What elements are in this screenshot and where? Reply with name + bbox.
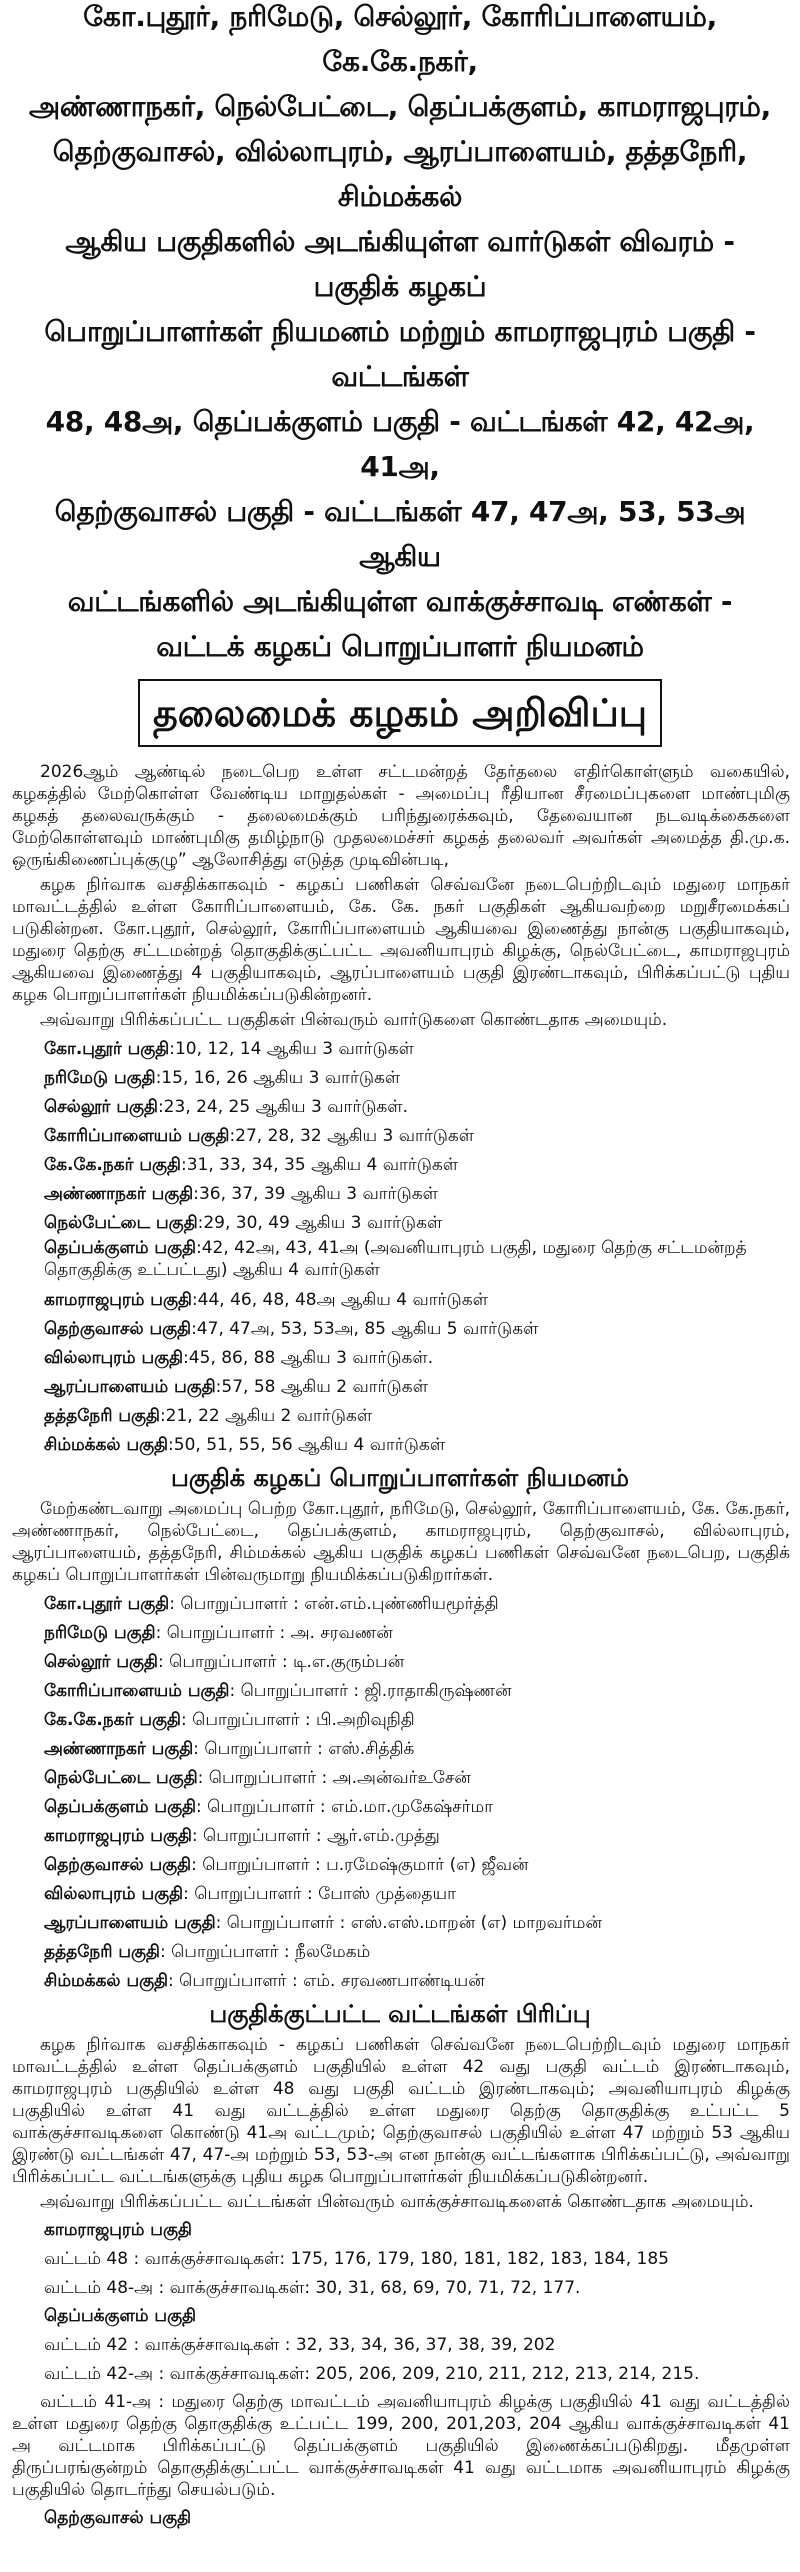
officer-detail: : பொறுப்பாளர் : என்.எம்.புண்ணியமூர்த்தி — [169, 1593, 499, 1614]
ward-detail: :31, 33, 34, 35 ஆகிய 4 வார்டுகள் — [180, 1154, 459, 1175]
officer-item — [44, 1647, 800, 1676]
officer-area-name: கோ.புதூர் பகுதி — [44, 1593, 170, 1614]
ward-item — [44, 1034, 800, 1063]
notice-title-box — [138, 679, 662, 747]
ward-detail: :57, 58 ஆகிய 2 வார்டுகள் — [215, 1376, 428, 1397]
officer-area-name: தெப்பக்குளம் பகுதி — [44, 1796, 197, 1817]
ward-detail: :15, 16, 26 ஆகிய 3 வார்டுகள் — [155, 1067, 401, 1088]
ward-item — [44, 1343, 800, 1372]
officer-area-name: காமராஜபுரம் பகுதி — [44, 1825, 192, 1846]
ward-split-paragraph: கழக நிர்வாக வசதிக்காகவும் - கழகப் பணிகள் செவ்வனே நடைபெற்றிடவும் மதுரை மாநகர் மாவட்டத்தில் உள்ள தெப்பக்குளம் பகுதியில் உள்ள 42 வது பகுதி வட்டம் இரண்டாகவும், காமராஜபுரம் பகுதியில் உள்ள 48 வது பகுதி வட்டம் இரண்டாகவும்; அவனியாபுரம் கிழக்கு பகுதியில் உள்ள 41 வது வட்டத்தில் உள்ள மதுரை தெற்கு தொகுதிக்கு உட்பட்ட 5 வாக்குச்சாவடிகளை கொண்டு 41அ வட்டமும்; தெற்குவாசல் பகுதியில் உள்ள 47 மற்றும் 53 ஆகிய இரண்டு வட்டங்கள் 47, 47-அ மற்றும் 53, 53-அ என நான்கு வட்டங்களாக பிரிக்கப்பட்டு, அவ்வாறு பிரிக்கப்பட்ட வட்டங்களுக்கு புதிய கழக பொறுப்பாளர்கள் நியமிக்கப்படுகின்றனர். — [12, 2035, 790, 2187]
officer-list — [0, 1589, 800, 1995]
officer-area-name: கோரிப்பாளையம் பகுதி — [44, 1680, 230, 1701]
officer-detail: : பொறுப்பாளர் : போஸ் முத்தையா — [183, 1883, 456, 1904]
officer-area-name: ஆரப்பாளையம் பகுதி — [44, 1912, 216, 1933]
section-title-ward-split: பகுதிக்குட்பட்ட வட்டங்கள் பிரிப்பு — [209, 2000, 591, 2028]
ward-item — [44, 1121, 800, 1150]
ward-area-name: ஆரப்பாளையம் பகுதி — [44, 1376, 216, 1397]
ward-area-name: கோ.புதூர் பகுதி — [44, 1038, 170, 1059]
theppakulam-heading: தெப்பக்குளம் பகுதி — [44, 2306, 197, 2326]
officer-item — [44, 1821, 800, 1850]
booth-row: வட்டம் 42 : வாக்குச்சாவடிகள் : 32, 33, 34, 36, 37, 38, 39, 202 — [44, 2334, 556, 2355]
ward-item — [44, 1430, 800, 1459]
ward-detail: :10, 12, 14 ஆகிய 3 வார்டுகள் — [169, 1038, 414, 1059]
officer-detail: : பொறுப்பாளர் : ஜி.ராதாகிருஷ்ணன் — [229, 1680, 512, 1701]
kamarajapuram-heading: காமராஜபுரம் பகுதி — [44, 2220, 192, 2240]
ward-detail: :47, 47அ, 53, 53அ, 85 ஆகிய 5 வார்டுகள் — [191, 1318, 539, 1339]
ward-detail: :21, 22 ஆகிய 2 வார்டுகள் — [159, 1405, 373, 1426]
officer-item — [44, 1589, 800, 1618]
officer-item — [44, 1879, 800, 1908]
ward-item — [44, 1285, 800, 1314]
officer-detail: : பொறுப்பாளர் : அ. சரவணன் — [155, 1622, 393, 1643]
ward-detail: :36, 37, 39 ஆகிய 3 வார்டுகள் — [193, 1183, 438, 1204]
officer-item — [44, 1908, 800, 1937]
ward-area-name: சிம்மக்கல் பகுதி — [44, 1434, 169, 1455]
ward-area-name: தத்தநேரி பகுதி — [44, 1405, 160, 1426]
ward-area-name: நெல்பேட்டை பகுதி — [44, 1212, 198, 1233]
ward-item — [44, 1179, 800, 1208]
officers-paragraph: மேற்கண்டவாறு அமைப்பு பெற்ற கோ.புதூர், நரிமேடு, செல்லூர், கோரிப்பாளையம், கே. கே.நகர், அண்ணாநகர், நெல்பேட்டை, தெப்பக்குளம், காமராஜபுரம், தெற்குவாசல், வில்லாபுரம், ஆரப்பாளையம், தத்தநேரி, சிம்மக்கல் ஆகிய பகுதிக் கழகப் பணிகள் செவ்வனே நடைபெற, பகுதிக் கழகப் பொறுப்பாளர்கள் பின்வருமாறு நியமிக்கப்படுகிறார்கள். — [12, 1499, 790, 1585]
officer-detail: : பொறுப்பாளர் : எம். சரவணபாண்டியன் — [168, 1970, 485, 1991]
officer-item — [44, 1618, 800, 1647]
ward-detail: :23, 24, 25 ஆகிய 3 வார்டுகள். — [157, 1096, 409, 1117]
ward-split-paragraph: அவ்வாறு பிரிக்கப்பட்ட வட்டங்கள் பின்வரும் வாக்குச்சாவடிகளைக் கொண்டதாக அமையும். — [40, 2192, 754, 2212]
ward-area-name: கோரிப்பாளையம் பகுதி — [44, 1125, 230, 1146]
headline-line: பொறுப்பாளர்கள் நியமனம் மற்றும் காமராஜபுரம் பகுதி - வட்டங்கள் — [44, 315, 756, 393]
ward-area-name: செல்லூர் பகுதி — [44, 1096, 158, 1117]
officer-item — [44, 1734, 800, 1763]
headline-line: 48, 48அ, தெப்பக்குளம் பகுதி - வட்டங்கள் 42, 42அ, 41அ, — [45, 405, 755, 483]
booth-row: வட்டம் 42-அ : வாக்குச்சாவடிகள்: 205, 206, 209, 210, 211, 212, 213, 214, 215. — [44, 2363, 700, 2384]
officer-item — [44, 1850, 800, 1879]
headline-line: ஆகிய பகுதிகளில் அடங்கியுள்ள வார்டுகள் விவரம் - பகுதிக் கழகப் — [65, 225, 735, 303]
headline-line: அண்ணாநகர், நெல்பேட்டை, தெப்பக்குளம், காமராஜபுரம், — [29, 90, 771, 123]
ward-area-name: தெற்குவாசல் பகுதி — [44, 1318, 192, 1339]
ward-item — [44, 1372, 800, 1401]
ward-detail: :50, 51, 55, 56 ஆகிய 4 வார்டுகள் — [168, 1434, 446, 1455]
ward-list — [0, 1034, 800, 1459]
ward-area-name: கே.கே.நகர் பகுதி — [44, 1154, 181, 1175]
ward-item — [12, 1237, 800, 1285]
officer-item — [44, 1763, 800, 1792]
ward-item — [44, 1150, 800, 1179]
intro-paragraph: அவ்வாறு பிரிக்கப்பட்ட பகுதிகள் பின்வரும் வார்டுகளை கொண்டதாக அமையும். — [40, 1010, 668, 1030]
officer-detail: : பொறுப்பாளர் : எம்.மா.முகேஷ்சர்மா — [196, 1796, 494, 1817]
headline-line: வட்டங்களில் அடங்கியுள்ள வாக்குச்சாவடி எண்கள் - — [67, 585, 733, 618]
officer-area-name: கே.கே.நகர் பகுதி — [44, 1709, 181, 1730]
officer-area-name: நரிமேடு பகுதி — [44, 1622, 156, 1643]
headline-line: கோ.புதூர், நரிமேடு, செல்லூர், கோரிப்பாளையம், கே.கே.நகர், — [83, 0, 717, 78]
ward-detail: :42, 42அ, 43, 41அ (அவனியாபுரம் பகுதி, மதுரை தெற்கு சட்டமன்றத் தொகுதிக்கு உட்பட்டது) ஆகிய 4 வார்டுகள் — [44, 1238, 747, 1280]
ward-item — [44, 1314, 800, 1343]
officer-item — [44, 1705, 800, 1734]
ward-detail: :45, 86, 88 ஆகிய 3 வார்டுகள். — [183, 1347, 434, 1368]
ward-41a-paragraph: வட்டம் 41-அ : மதுரை தெற்கு மாவட்டம் அவனியாபுரம் கிழக்கு பகுதியில் 41 வது வட்டத்தில் உள்ள மதுரை தெற்கு தொகுதிக்கு உட்பட்ட 199, 200, 201,203, 204 ஆகிய வாக்குச்சாவடிகள் 41 அ வட்டமாக பிரிக்கப்பட்டு தெப்பக்குளம் பகுதியில் இணைக்கப்படுகிறது. மீதமுள்ள திருப்பரங்குன்றம் தொகுதிக்குட்பட்ட வாக்குச்சாவடிகள் 41 வது வட்டமாக அவனியாபுரம் கிழக்கு பகுதியில் தொடர்ந்து செயல்படும். — [12, 2392, 790, 2500]
notice-title: தலைமைக் கழகம் அறிவிப்பு — [152, 691, 648, 735]
section-title-officers: பகுதிக் கழகப் பொறுப்பாளர்கள் நியமனம் — [171, 1464, 629, 1492]
officer-area-name: தெற்குவாசல் பகுதி — [44, 1854, 192, 1875]
officer-area-name: தத்தநேரி பகுதி — [44, 1941, 160, 1962]
ward-area-name: தெப்பக்குளம் பகுதி — [44, 1238, 197, 1258]
officer-detail: : பொறுப்பாளர் : டி.எ.குரும்பன் — [157, 1651, 405, 1672]
officer-detail: : பொறுப்பாளர் : ஆர்.எம்.முத்து — [191, 1825, 440, 1846]
officer-detail: : பொறுப்பாளர் : எஸ்.எஸ்.மாறன் (எ) மாறவர்மன் — [215, 1912, 602, 1933]
therkuvasal-heading: தெற்குவாசல் பகுதி — [44, 2508, 192, 2528]
officer-area-name: நெல்பேட்டை பகுதி — [44, 1767, 198, 1788]
officer-area-name: செல்லூர் பகுதி — [44, 1651, 158, 1672]
intro-paragraph: 2026ஆம் ஆண்டில் நடைபெற உள்ள சட்டமன்றத் தேர்தலை எதிர்கொள்ளும் வகையில், கழகத்தில் மேற்கொள்ள வேண்டிய மாறுதல்கள் - அமைப்பு ரீதியான சீரமைப்புகளை மாண்புமிகு கழகத் தலைவருக்கும் - தலைமைக்கும் பரிந்துரைக்கவும், தேவையான நடவடிக்கைகளை மேற்கொள்ளவும் மாண்புமிகு தமிழ்நாடு முதலமைச்சர் கழகத் தலைவர் அவர்கள் அமைத்த தி.மு.க. ஒருங்கிணைப்புக்குழு” ஆலோசித்து எடுத்த முடிவின்படி, — [12, 762, 790, 870]
officer-detail: : பொறுப்பாளர் : பி.அறிவுநிதி — [180, 1709, 415, 1730]
headline-line: வட்டக் கழகப் பொறுப்பாளர் நியமனம் — [156, 630, 644, 663]
ward-area-name: வில்லாபுரம் பகுதி — [44, 1347, 184, 1368]
ward-item — [44, 1092, 800, 1121]
ward-area-name: அண்ணாநகர் பகுதி — [44, 1183, 194, 1204]
officer-item — [44, 1792, 800, 1821]
booth-row: வட்டம் 48-அ : வாக்குச்சாவடிகள்: 30, 31, 68, 69, 70, 71, 72, 177. — [44, 2277, 581, 2298]
headline — [0, 0, 800, 669]
ward-item — [44, 1063, 800, 1092]
booth-row: வட்டம் 48 : வாக்குச்சாவடிகள்: 175, 176, 179, 180, 181, 182, 183, 184, 185 — [44, 2248, 669, 2269]
officer-item — [44, 1937, 800, 1966]
ward-detail: :44, 46, 48, 48அ ஆகிய 4 வார்டுகள் — [191, 1289, 488, 1310]
officer-area-name: சிம்மக்கல் பகுதி — [44, 1970, 169, 1991]
officer-detail: : பொறுப்பாளர் : ப.ரமேஷ்குமார் (எ) ஜீவன் — [191, 1854, 529, 1875]
officer-detail: : பொறுப்பாளர் : அ.அன்வர்உசேன் — [197, 1767, 471, 1788]
ward-area-name: காமராஜபுரம் பகுதி — [44, 1289, 192, 1310]
headline-line: தெற்குவாசல் பகுதி - வட்டங்கள் 47, 47அ, 53, 53அ ஆகிய — [54, 495, 746, 573]
officer-area-name: வில்லாபுரம் பகுதி — [44, 1883, 184, 1904]
ward-detail: :27, 28, 32 ஆகிய 3 வார்டுகள் — [229, 1125, 475, 1146]
officer-detail: : பொறுப்பாளர் : எஸ்.சித்திக் — [193, 1738, 415, 1759]
officer-area-name: அண்ணாநகர் பகுதி — [44, 1738, 194, 1759]
headline-line: தெற்குவாசல், வில்லாபுரம், ஆரப்பாளையம், தத்தநேரி, சிம்மக்கல் — [52, 135, 748, 213]
intro-paragraph: கழக நிர்வாக வசதிக்காகவும் - கழகப் பணிகள் செவ்வனே நடைபெற்றிடவும் மதுரை மாநகர் மாவட்டத்தில் உள்ள கோரிப்பாளையம், கே. கே. நகர் பகுதிகள் ஆகியவற்றை மறுசீரமைக்கப் படுகின்றன. கோ.புதூர், செல்லூர், கோரிப்பாளையம் ஆகியவை இணைத்து நான்கு பகுதியாகவும், மதுரை தெற்கு சட்டமன்றத் தொகுதிக்குட்பட்ட அவனியாபுரம் கிழக்கு, நெல்பேட்டை, காமராஜபுரம் ஆகியவை இணைத்து 4 பகுதியாகவும், ஆரப்பாளையம் பகுதி இரண்டாகவும், பிரிக்கப்பட்டு புதிய கழக பொறுப்பாளர்கள் நியமிக்கப்படுகின்றனர். — [12, 875, 790, 1005]
officer-item — [44, 1676, 800, 1705]
ward-item — [44, 1208, 800, 1237]
officer-item — [44, 1966, 800, 1995]
ward-detail: :29, 30, 49 ஆகிய 3 வார்டுகள் — [197, 1212, 443, 1233]
ward-area-name: நரிமேடு பகுதி — [44, 1067, 156, 1088]
ward-item — [44, 1401, 800, 1430]
officer-detail: : பொறுப்பாளர் : நீலமேகம் — [159, 1941, 371, 1962]
